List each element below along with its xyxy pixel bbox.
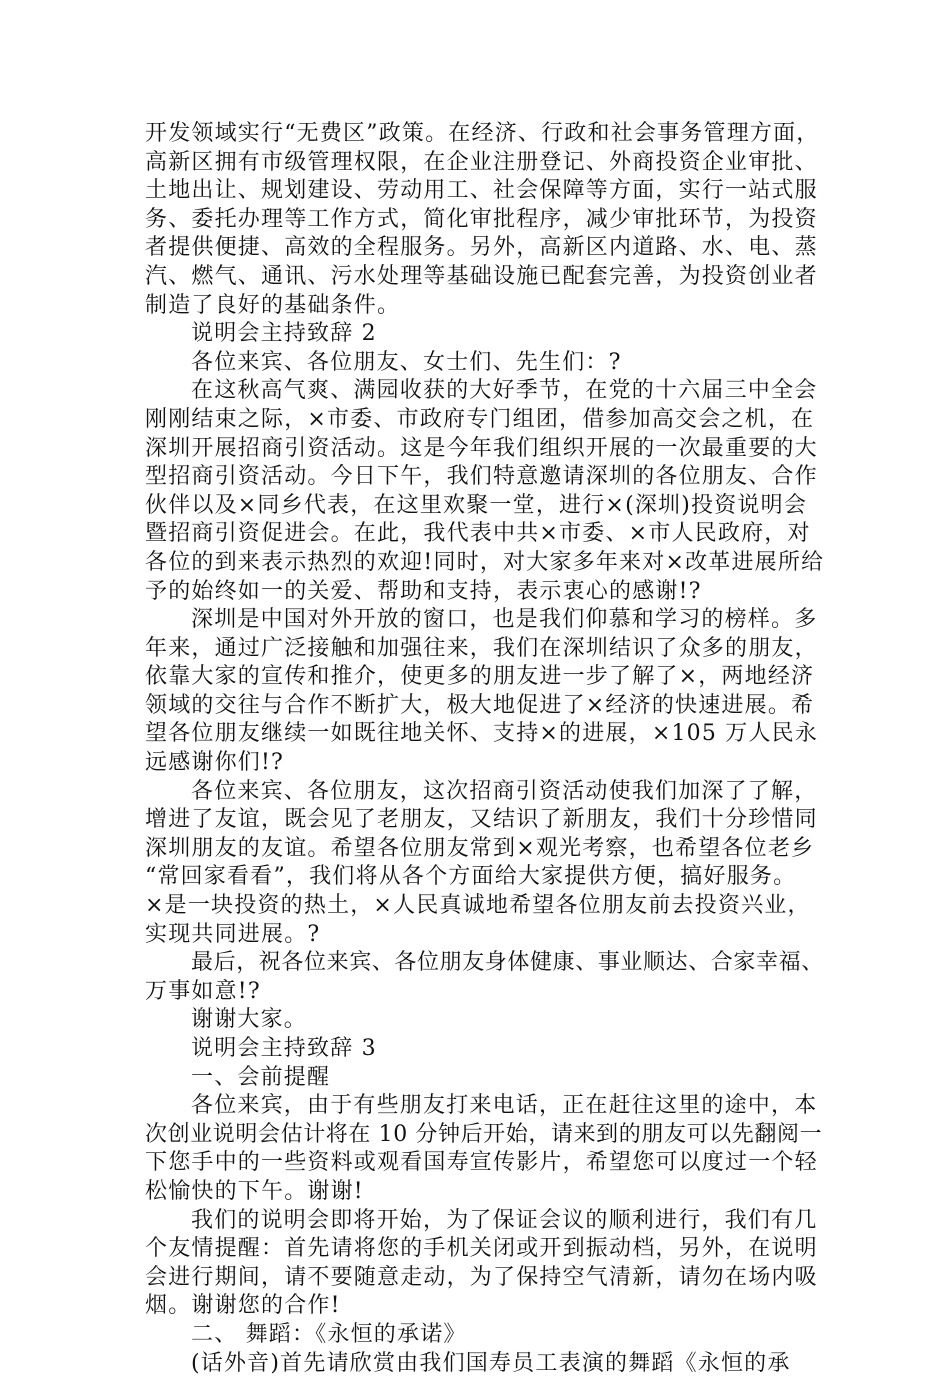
text-line: 高新区拥有市级管理权限，在企业注册登记、外商投资企业审批、 [145, 149, 818, 175]
text-line: 说明会主持致辞 3 [191, 1036, 377, 1061]
text-line: 依靠大家的宣传和推介，使更多的朋友进一步了解了×，两地经济 [145, 664, 815, 690]
text-line: 型招商引资活动。今日下午，我们特意邀请深圳的各位朋友、合作 [145, 464, 818, 490]
text-line: 烟。谢谢您的合作! [145, 1293, 341, 1319]
text-line: 伙伴以及×同乡代表，在这里欢聚一堂，进行×(深圳)投资说明会 [145, 492, 808, 518]
text-line: 刚刚结束之际，×市委、市政府专门组团，借参加高交会之机，在 [145, 406, 815, 432]
text-line: 远感谢你们!? [145, 750, 285, 776]
text-line: 在这秋高气爽、满园收获的大好季节，在党的十六届三中全会 [191, 378, 818, 404]
text-line: 下您手中的一些资料或观看国寿宣传影片，希望您可以度过一个轻 [145, 1150, 818, 1176]
text-line: 领域的交往与合作不断扩大，极大地促进了×经济的快速进展。希 [145, 692, 815, 718]
text-line: 各位来宾、各位朋友、女士们、先生们：? [191, 349, 622, 375]
text-line: 务、委托办理等工作方式，简化审批程序，减少审批环节，为投资 [145, 206, 818, 232]
text-line: 说明会主持致辞 2 [191, 321, 377, 347]
text-line: 次创业说明会估计将在 10 分钟后开始，请来到的朋友可以先翻阅一 [145, 1121, 823, 1147]
text-line: “常回家看看”，我们将从各个方面给大家提供方便，搞好服务。 [145, 864, 797, 890]
text-line: 予的始终如一的关爱、帮助和支持，表示衷心的感谢!? [145, 578, 702, 604]
text-line: 深圳开展招商引资活动。这是今年我们组织开展的一次最重要的大 [145, 435, 818, 461]
text-line: 会进行期间，请不要随意走动，为了保持空气清新，请勿在场内吸 [145, 1264, 818, 1290]
text-line: 深圳朋友的友谊。希望各位朋友常到×观光考察，也希望各位老乡 [145, 835, 815, 861]
text-line: 开发领域实行“无费区”政策。在经济、行政和社会事务管理方面， [145, 121, 820, 146]
document-body [145, 120, 825, 1378]
text-line: ×是一块投资的热土，×人民真诚地希望各位朋友前去投资兴业， [145, 893, 811, 919]
text-line: 各位来宾，由于有些朋友打来电话，正在赶往这里的途中，本 [191, 1093, 818, 1119]
text-line: 土地出让、规划建设、劳动用工、社会保障等方面，实行一站式服 [145, 178, 818, 204]
text-line: 我们的说明会即将开始，为了保证会议的顺利进行，我们有几 [191, 1207, 818, 1233]
text-line: 个友情提醒：首先请将您的手机关闭或开到振动档，另外，在说明 [145, 1236, 818, 1262]
text-line: 制造了良好的基础条件。 [145, 292, 401, 318]
text-line: 最后，祝各位来宾、各位朋友身体健康、事业顺达、合家幸福、 [191, 950, 824, 976]
text-line: 各位来宾、各位朋友，这次招商引资活动使我们加深了了解， [191, 778, 818, 804]
text-line: 汽、燃气、通讯、污水处理等基础设施已配套完善，为投资创业者 [145, 263, 818, 289]
text-line: 暨招商引资促进会。在此，我代表中共×市委、×市人民政府，对 [145, 521, 811, 547]
text-line: 二、 舞蹈：《永恒的承诺》 [191, 1321, 467, 1347]
text-line: 一、会前提醒 [191, 1064, 331, 1090]
text-line: 增进了友谊，既会见了老朋友，又结识了新朋友，我们十分珍惜同 [145, 807, 818, 833]
text-line: 年来，通过广泛接触和加强往来，我们在深圳结识了众多的朋友， [145, 635, 818, 661]
text-line: 谢谢大家。 [191, 1007, 308, 1033]
text-line: 深圳是中国对外开放的窗口，也是我们仰慕和学习的榜样。多 [191, 607, 818, 633]
text-line: 者提供便捷、高效的全程服务。另外，高新区内道路、水、电、蒸 [145, 235, 818, 261]
text-line: 松愉快的下午。谢谢! [145, 1178, 364, 1204]
text-line: 望各位朋友继续一如既往地关怀、支持×的进展，×105 万人民永 [145, 721, 819, 747]
text-line: 实现共同进展。? [145, 921, 321, 947]
text-line: 各位的到来表示热烈的欢迎!同时，对大家多年来对×改革进展所给 [145, 549, 825, 575]
text-line: (话外音)首先请欣赏由我们国寿员工表演的舞蹈《永恒的承 [191, 1350, 791, 1376]
text-line: 万事如意!? [145, 978, 261, 1004]
